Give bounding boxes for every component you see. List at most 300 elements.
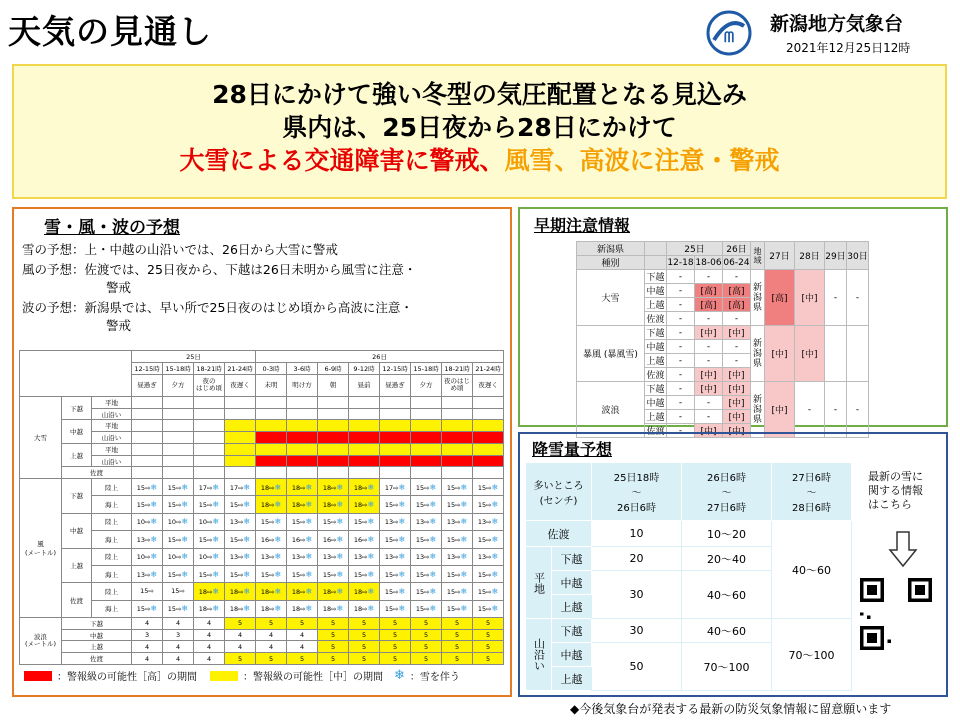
snowflake-icon: ❄ — [274, 569, 282, 579]
grid-cell — [380, 408, 411, 420]
snowfall-area-joetsu: 上越 — [552, 595, 592, 619]
wind-arrow-icon: ⇨ — [331, 605, 337, 614]
grid-cell — [225, 467, 256, 479]
wind-arrow-icon: ⇨ — [238, 587, 244, 596]
grid-wind-cell: 18⇨❄ — [194, 600, 225, 617]
snowflake-icon: ❄ — [181, 500, 189, 510]
wind-arrow-icon: ⇨ — [145, 535, 151, 544]
wind-arrow-icon: ⇨ — [145, 501, 151, 510]
grid-cell — [163, 467, 194, 479]
grid-cell — [287, 420, 318, 432]
wind-arrow-icon: ⇨ — [269, 501, 275, 510]
grid-wind-cell: 15⇨❄ — [473, 479, 504, 496]
grid-cell — [132, 467, 163, 479]
snowflake-icon: ❄ — [150, 482, 158, 492]
early-d30: - — [847, 382, 869, 438]
grid-wave-cell: 5 — [442, 629, 473, 641]
grid-wave-cell: 5 — [442, 653, 473, 665]
down-arrow-icon — [888, 530, 918, 568]
snowflake-icon: ❄ — [150, 534, 158, 544]
early-cell: - — [667, 382, 695, 396]
early-d30: - — [847, 270, 869, 326]
grid-cell — [132, 408, 163, 420]
legend-high-label: ：警報級の可能性［高］の期間 — [57, 672, 197, 683]
forecast-panel-title: 雪・風・波の予想 — [44, 218, 180, 238]
snowflake-icon: ❄ — [394, 668, 405, 683]
early-cell: - — [723, 354, 751, 368]
snowflake-icon: ❄ — [150, 552, 158, 562]
grid-cell — [349, 420, 380, 432]
snowflake-icon: ❄ — [429, 534, 437, 544]
snowflake-icon: ❄ — [243, 552, 251, 562]
wind-arrow-icon: ⇨ — [424, 553, 430, 562]
wind-arrow-icon: ⇨ — [176, 570, 182, 579]
early-cell: [高] — [695, 298, 723, 312]
grid-cell — [411, 432, 442, 444]
snowflake-icon: ❄ — [491, 482, 499, 492]
wind-arrow-icon: ⇨ — [269, 553, 275, 562]
grid-wave-cell: 4 — [256, 641, 287, 653]
jma-logo-icon — [706, 10, 752, 56]
grid-wind-cell: 15⇨❄ — [318, 513, 349, 530]
grid-cell — [349, 396, 380, 408]
grid-wind-cell: 15⇨❄ — [256, 565, 287, 582]
early-cell: - — [667, 270, 695, 284]
wind-arrow-icon: ⇨ — [145, 553, 151, 562]
wind-arrow-icon: ⇨ — [207, 605, 213, 614]
wind-arrow-icon: ⇨ — [238, 605, 244, 614]
early-area: 佐渡 — [645, 424, 667, 438]
latest-info-link-text[interactable]: 最新の雪に 関する情報 はこちら — [868, 470, 923, 511]
snowflake-icon: ❄ — [212, 569, 220, 579]
grid-cell — [442, 396, 473, 408]
early-day27: 27日 — [765, 242, 795, 270]
grid-wave-cell: 5 — [256, 617, 287, 629]
grid-wind-cell: 18⇨❄ — [256, 583, 287, 600]
wind-arrow-icon: ⇨ — [486, 501, 492, 510]
wind-arrow-icon: ⇨ — [238, 570, 244, 579]
grid-wave-cell: 5 — [225, 653, 256, 665]
wind-arrow-icon: ⇨ — [455, 553, 461, 562]
grid-sub: 陸上 — [92, 513, 132, 530]
snowflake-icon: ❄ — [491, 552, 499, 562]
grid-wind-cell: 13⇨❄ — [349, 548, 380, 565]
grid-cell — [318, 420, 349, 432]
early-area: 中越 — [645, 284, 667, 298]
grid-wind-cell: 18⇨❄ — [225, 600, 256, 617]
snowflake-icon: ❄ — [460, 517, 468, 527]
wind-arrow-icon: ⇨ — [393, 605, 399, 614]
early-cell: - — [695, 396, 723, 410]
early-day30: 30日 — [847, 242, 869, 270]
grid-wave-cell: 4 — [287, 641, 318, 653]
grid-wind-cell: 13⇨❄ — [132, 531, 163, 548]
grid-cell — [287, 432, 318, 444]
grid-wind-cell: 15⇨❄ — [349, 513, 380, 530]
grid-cell — [411, 455, 442, 467]
grid-corner — [20, 351, 132, 397]
grid-wave-cell: 5 — [473, 641, 504, 653]
early-cell: - — [667, 354, 695, 368]
grid-sub: 山沿い — [92, 408, 132, 420]
grid-wave-cell: 4 — [163, 653, 194, 665]
snowfall-panel — [518, 432, 948, 697]
wind-arrow-icon: ⇨ — [455, 535, 461, 544]
wind-arrow-icon: ⇨ — [424, 483, 430, 492]
snowfall-value: 20～40 — [682, 547, 772, 571]
grid-wind-cell: 13⇨❄ — [318, 548, 349, 565]
grid-wind-cell: 15⇨❄ — [411, 583, 442, 600]
grid-wave-cell: 5 — [349, 629, 380, 641]
snowflake-icon: ❄ — [150, 500, 158, 510]
grid-wave-cell: 5 — [411, 641, 442, 653]
page-title: 天気の見通し — [8, 12, 212, 51]
grid-wave-cell: 4 — [132, 617, 163, 629]
grid-wave-cell: 5 — [473, 653, 504, 665]
snowfall-area-chuetsu: 中越 — [552, 571, 592, 595]
wind-arrow-icon: ⇨ — [300, 570, 306, 579]
snowflake-icon: ❄ — [429, 586, 437, 596]
snowfall-corner-header: 多いところ (センチ) — [526, 463, 592, 521]
grid-area: 佐渡 — [62, 583, 92, 618]
snowflake-icon: ❄ — [491, 534, 499, 544]
grid-wind-cell: 16⇨❄ — [349, 531, 380, 548]
wind-arrow-icon: ⇨ — [176, 518, 182, 527]
early-area: 上越 — [645, 298, 667, 312]
snowflake-icon: ❄ — [243, 500, 251, 510]
grid-wind-cell: 16⇨❄ — [256, 531, 287, 548]
early-day26: 26日 — [723, 242, 751, 256]
grid-cell — [318, 432, 349, 444]
grid-cell — [349, 455, 380, 467]
wind-arrow-icon: ⇨ — [486, 553, 492, 562]
legend-mid-swatch — [210, 671, 238, 681]
grid-cell — [349, 467, 380, 479]
early-area: 下越 — [645, 382, 667, 396]
wind-arrow-icon: ⇨ — [300, 501, 306, 510]
grid-cell — [411, 408, 442, 420]
snowflake-icon: ❄ — [181, 534, 189, 544]
grid-wave-cell: 5 — [287, 653, 318, 665]
grid-wave-cell: 5 — [473, 629, 504, 641]
grid-wave-cell: 4 — [256, 629, 287, 641]
grid-wind-cell: 15⇨❄ — [442, 479, 473, 496]
grid-time: 9-12時 — [349, 362, 380, 374]
wind-arrow-icon: ⇨ — [207, 483, 213, 492]
grid-period: 夜遅く — [473, 374, 504, 396]
wind-arrow-icon: ⇨ — [362, 501, 368, 510]
snowflake-icon: ❄ — [336, 552, 344, 562]
snowflake-icon: ❄ — [274, 482, 282, 492]
snowflake-icon: ❄ — [429, 482, 437, 492]
wind-arrow-icon: ⇨ — [207, 587, 213, 596]
grid-wind-cell: 16⇨❄ — [287, 531, 318, 548]
grid-cell — [287, 455, 318, 467]
grid-area: 上越 — [62, 641, 132, 653]
grid-wind-cell: 13⇨❄ — [411, 513, 442, 530]
grid-wind-cell: 15⇨❄ — [442, 583, 473, 600]
grid-sub: 平地 — [92, 396, 132, 408]
grid-cell — [194, 455, 225, 467]
grid-wave-cell: 5 — [349, 617, 380, 629]
grid-cell — [194, 420, 225, 432]
grid-wind-cell: 15⇨❄ — [194, 531, 225, 548]
grid-wind-cell: 13⇨❄ — [380, 548, 411, 565]
grid-wind-cell: 10⇨❄ — [194, 513, 225, 530]
grid-cell — [287, 443, 318, 455]
early-cell: - — [667, 340, 695, 354]
snowfall-area-kaetsu: 下越 — [552, 547, 592, 571]
grid-wind-cell: 15⇨❄ — [163, 565, 194, 582]
wind-forecast-text: 風の予想：佐渡では、25日夜から、下越は26日未明から風雪に注意・ — [22, 262, 417, 277]
grid-wind-cell: 15⇨❄ — [163, 531, 194, 548]
snowflake-icon: ❄ — [274, 500, 282, 510]
wind-arrow-icon: ⇨ — [176, 535, 182, 544]
snowflake-icon: ❄ — [336, 517, 344, 527]
grid-cell — [163, 443, 194, 455]
early-region: 新潟県 — [751, 326, 765, 382]
grid-wind-cell: 15⇨❄ — [473, 600, 504, 617]
snowfall-value: 30 — [592, 619, 682, 643]
grid-cell — [380, 420, 411, 432]
grid-wind-cell: 15⇨❄ — [256, 513, 287, 530]
wind-arrow-icon: ⇨ — [393, 501, 399, 510]
early-cell: [中] — [723, 424, 751, 438]
grid-cell — [442, 467, 473, 479]
snowflake-icon: ❄ — [181, 482, 189, 492]
grid-cell — [163, 396, 194, 408]
snowflake-icon: ❄ — [150, 604, 158, 614]
grid-wind-cell: 13⇨❄ — [473, 548, 504, 565]
wind-arrow-icon: ⇨ — [145, 483, 151, 492]
grid-cell — [194, 396, 225, 408]
snowflake-icon: ❄ — [491, 500, 499, 510]
grid-cell — [225, 408, 256, 420]
wind-arrow-icon: ⇨ — [455, 587, 461, 596]
grid-day-25: 25日 — [132, 351, 256, 363]
grid-cell — [256, 432, 287, 444]
early-panel-title: 早期注意情報 — [534, 216, 631, 235]
grid-cell — [442, 455, 473, 467]
headline-line2: 県内は、25日夜から28日にかけて — [282, 113, 677, 142]
snowflake-icon: ❄ — [367, 604, 375, 614]
grid-cell — [380, 467, 411, 479]
grid-wave-cell: 5 — [380, 653, 411, 665]
snowflake-icon: ❄ — [243, 517, 251, 527]
grid-wind-cell: 13⇨❄ — [287, 548, 318, 565]
snowflake-icon: ❄ — [243, 482, 251, 492]
grid-cell — [380, 455, 411, 467]
grid-wind-cell: 10⇨❄ — [163, 548, 194, 565]
grid-period: 未明 — [256, 374, 287, 396]
snowflake-icon: ❄ — [181, 569, 189, 579]
snowflake-icon: ❄ — [398, 517, 406, 527]
early-d29 — [825, 326, 847, 382]
early-cell: [高] — [695, 284, 723, 298]
grid-wind-cell: 15⇨❄ — [380, 565, 411, 582]
grid-area: 上越 — [62, 548, 92, 583]
snowflake-icon: ❄ — [367, 586, 375, 596]
early-day25: 25日 — [667, 242, 723, 256]
grid-wind-cell: 15⇨❄ — [349, 565, 380, 582]
grid-wave-cell: 5 — [225, 617, 256, 629]
wind-arrow-icon: ⇨ — [176, 553, 182, 562]
snowflake-icon: ❄ — [305, 604, 313, 614]
wind-arrow-icon: ⇨ — [207, 518, 213, 527]
wind-arrow-icon: ⇨ — [269, 535, 275, 544]
snowflake-icon: ❄ — [398, 569, 406, 579]
wind-arrow-icon: ⇨ — [269, 570, 275, 579]
snowflake-icon: ❄ — [305, 482, 313, 492]
snowfall-value: 40～60 — [682, 571, 772, 619]
grid-wind-cell: 13⇨❄ — [225, 548, 256, 565]
early-day28: 28日 — [795, 242, 825, 270]
grid-wave-cell: 5 — [380, 641, 411, 653]
early-area: 中越 — [645, 396, 667, 410]
early-cell: [中] — [723, 410, 751, 424]
grid-wind-cell: 16⇨❄ — [318, 531, 349, 548]
grid-snow-label: 大雪 — [20, 396, 62, 478]
snowflake-icon: ❄ — [429, 552, 437, 562]
snowflake-icon: ❄ — [367, 552, 375, 562]
snowflake-icon: ❄ — [212, 604, 220, 614]
grid-wind-cell: 15⇨❄ — [225, 531, 256, 548]
snowflake-icon: ❄ — [491, 604, 499, 614]
grid-cell — [318, 455, 349, 467]
snowflake-icon: ❄ — [398, 604, 406, 614]
grid-time: 18-21時 — [442, 362, 473, 374]
grid-time: 12-15時 — [132, 362, 163, 374]
grid-wave-cell: 5 — [318, 653, 349, 665]
early-pref: 新潟県 — [577, 242, 645, 256]
grid-cell — [318, 396, 349, 408]
grid-wind-cell: 18⇨❄ — [287, 583, 318, 600]
wind-arrow-icon: ⇨ — [176, 605, 182, 614]
wind-arrow-icon: ⇨ — [362, 553, 368, 562]
early-cell: - — [667, 410, 695, 424]
snowflake-icon: ❄ — [491, 569, 499, 579]
grid-cell — [318, 467, 349, 479]
grid-wind-label: 風 (メートル) — [20, 479, 62, 618]
snowfall-period-2: 26日6時 ～ 27日6時 — [682, 463, 772, 521]
snowflake-icon: ❄ — [336, 534, 344, 544]
grid-cell — [442, 420, 473, 432]
grid-sub: 山沿い — [92, 432, 132, 444]
grid-wave-cell: 5 — [442, 641, 473, 653]
snowflake-icon: ❄ — [336, 500, 344, 510]
grid-sub: 陸上 — [92, 548, 132, 565]
early-cell: - — [667, 368, 695, 382]
wind-arrow-icon: ⇨ — [362, 535, 368, 544]
grid-wind-cell: 10⇨❄ — [132, 513, 163, 530]
early-cell: - — [667, 298, 695, 312]
grid-wave-cell: 4 — [132, 653, 163, 665]
snowflake-icon: ❄ — [367, 482, 375, 492]
snowflake-icon: ❄ — [367, 534, 375, 544]
wind-arrow-icon: ⇨ — [331, 483, 337, 492]
grid-wave-cell: 4 — [225, 641, 256, 653]
grid-cell — [163, 455, 194, 467]
early-area: 上越 — [645, 410, 667, 424]
grid-wind-cell: 18⇨❄ — [349, 479, 380, 496]
early-type: 大雪 — [577, 270, 645, 326]
grid-wave-cell: 4 — [163, 641, 194, 653]
snowfall-value: 70～100 — [682, 643, 772, 691]
grid-wind-cell: 13⇨❄ — [442, 513, 473, 530]
grid-wind-cell: 15⇨❄ — [194, 496, 225, 513]
grid-wind-cell: 15⇨❄ — [163, 496, 194, 513]
grid-wind-cell: 15⇨ — [132, 583, 163, 600]
grid-cell — [473, 420, 504, 432]
svg-text:ᗰ: ᗰ — [723, 30, 735, 46]
snowflake-icon: ❄ — [460, 500, 468, 510]
wind-arrow-icon: ⇨ — [393, 518, 399, 527]
grid-wind-cell: 15⇨❄ — [225, 496, 256, 513]
grid-wind-cell: 18⇨❄ — [318, 496, 349, 513]
wind-arrow-icon: ⇨ — [486, 587, 492, 596]
grid-sub: 海上 — [92, 496, 132, 513]
grid-wind-cell: 17⇨❄ — [380, 479, 411, 496]
wind-arrow-icon: ⇨ — [393, 535, 399, 544]
wind-arrow-icon: ⇨ — [269, 587, 275, 596]
grid-wind-cell: 17⇨❄ — [194, 479, 225, 496]
wind-arrow-icon: ⇨ — [238, 483, 244, 492]
snowflake-icon: ❄ — [429, 500, 437, 510]
snowfall-value: 20 — [592, 547, 682, 571]
wind-arrow-icon: ⇨ — [424, 587, 430, 596]
early-cell: - — [695, 312, 723, 326]
wind-arrow-icon: ⇨ — [424, 535, 430, 544]
grid-cell — [194, 443, 225, 455]
early-warning-table — [576, 241, 869, 438]
snowfall-table — [525, 462, 852, 691]
snowflake-icon: ❄ — [398, 482, 406, 492]
grid-time: 15-18時 — [163, 362, 194, 374]
wind-arrow-icon: ⇨ — [331, 518, 337, 527]
wind-arrow-icon: ⇨ — [486, 535, 492, 544]
legend — [24, 668, 460, 683]
grid-cell — [473, 396, 504, 408]
qr-code-icon[interactable] — [860, 578, 932, 650]
snowflake-icon: ❄ — [274, 586, 282, 596]
snowflake-icon: ❄ — [181, 604, 189, 614]
grid-wave-cell: 5 — [318, 629, 349, 641]
early-cell: [中] — [723, 382, 751, 396]
snowflake-icon: ❄ — [212, 534, 220, 544]
grid-cell — [318, 443, 349, 455]
snowflake-icon: ❄ — [243, 586, 251, 596]
grid-wind-cell: 15⇨❄ — [380, 600, 411, 617]
office-name: 新潟地方気象台 — [770, 13, 904, 35]
wind-arrow-icon: ⇨ — [207, 553, 213, 562]
snowflake-icon: ❄ — [460, 569, 468, 579]
grid-wind-cell: 15⇨❄ — [132, 479, 163, 496]
snowflake-icon: ❄ — [367, 517, 375, 527]
grid-wind-cell: 18⇨❄ — [349, 496, 380, 513]
grid-wave-cell: 5 — [349, 641, 380, 653]
wind-arrow-icon: ⇨ — [424, 605, 430, 614]
early-cell: - — [667, 284, 695, 298]
grid-cell — [380, 396, 411, 408]
grid-wind-cell: 15⇨❄ — [411, 565, 442, 582]
snowflake-icon: ❄ — [274, 534, 282, 544]
grid-wave-cell: 3 — [132, 629, 163, 641]
snowflake-icon: ❄ — [398, 586, 406, 596]
early-cell: [中] — [695, 326, 723, 340]
legend-mid-label: ：警報級の可能性［中］の期間 — [243, 672, 383, 683]
snowflake-icon: ❄ — [460, 534, 468, 544]
wave-forecast-text: 波の予想：新潟県では、早い所で25日夜のはじめ頃から高波に注意・ — [22, 300, 413, 315]
